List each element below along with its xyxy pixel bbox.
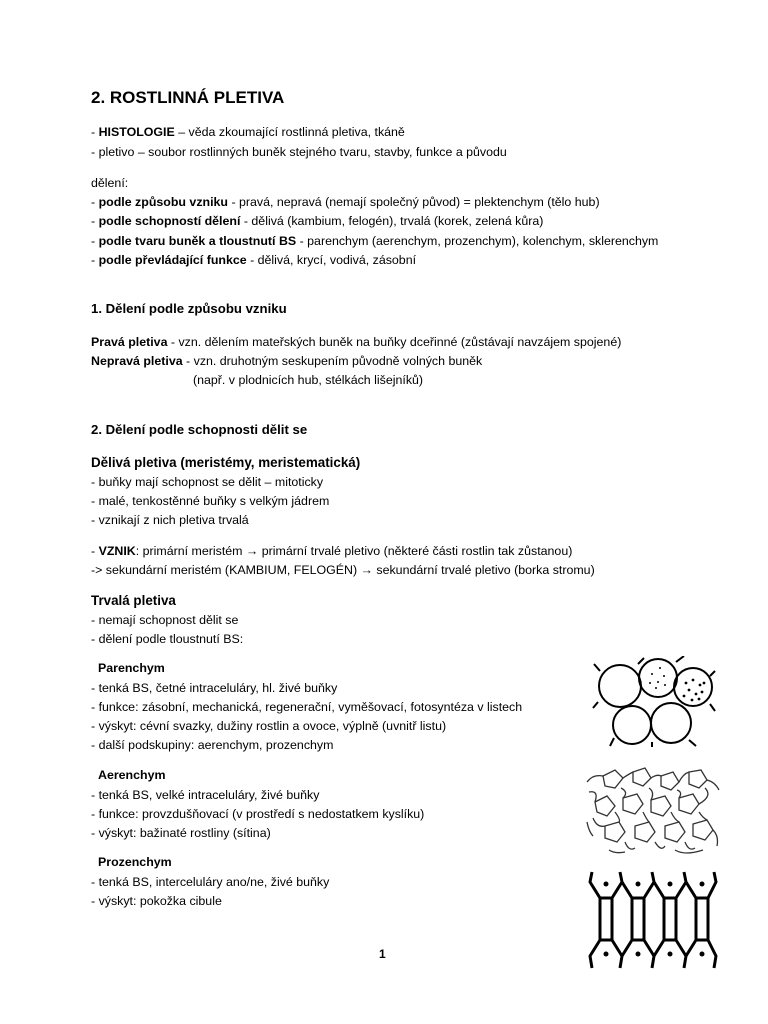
division-label: dělení: bbox=[91, 176, 129, 190]
tissue-item: - funkce: zásobní, mechanická, regenerační, vyměšovací, fotosyntéza v listech bbox=[91, 700, 523, 714]
tissue-item: - tenká BS, interceluláry ano/ne, živé buňky bbox=[91, 875, 330, 889]
origin-detail: -> sekundární meristém (KAMBIUM, FELOGÉN) → sekundární trvalé pletivo (borka stromu) bbox=[91, 563, 595, 577]
division-criterion: podle schopností dělení bbox=[98, 214, 241, 228]
division-detail: - dělivá (kambium, felogén), trvalá (korek, zelená kůra) bbox=[240, 214, 544, 228]
parenchyma-cells-drawing-icon bbox=[592, 656, 716, 748]
tissue-item: - výskyt: cévní svazky, dužiny rostlin a ovoce, výplně (uvnitř listu) bbox=[91, 719, 447, 733]
division-item bbox=[91, 232, 658, 250]
origin-item bbox=[91, 561, 595, 579]
bullet-dash: - bbox=[91, 125, 99, 139]
aerenchyma-network-drawing-icon bbox=[585, 762, 721, 858]
origin-item bbox=[91, 542, 572, 560]
section-heading-origin: 1. Dělení podle způsobu vzniku bbox=[91, 301, 287, 316]
section-heading-division-ability: 2. Dělení podle schopnosti dělit se bbox=[91, 422, 308, 437]
bullet-dash: - bbox=[91, 253, 99, 267]
origin-detail: : primární meristém → primární trvalé pletivo (některé části rostlin tak zůstanou) bbox=[135, 544, 573, 558]
division-item bbox=[91, 193, 600, 211]
permanent-item: - dělení podle tloustnutí BS: bbox=[91, 632, 244, 646]
division-item bbox=[91, 251, 416, 269]
term-true-tissue: Pravá pletiva bbox=[91, 335, 168, 349]
division-detail: - pravá, nepravá (nemají společný původ) = plektenchym (tělo hub) bbox=[228, 195, 600, 209]
division-criterion: podle způsobu vzniku bbox=[98, 195, 228, 209]
tissue-item: - tenká BS, velké intraceluláry, živé buňky bbox=[91, 788, 320, 802]
prosenchyma-cells-drawing-icon bbox=[584, 870, 720, 970]
tissue-item: - funkce: provzdušňovací (v prostředí s nedostatkem kyslíku) bbox=[91, 807, 425, 821]
division-criterion: podle převládající funkce bbox=[98, 253, 247, 267]
meristem-item: - buňky mají schopnost se dělit – mitoticky bbox=[91, 475, 324, 489]
tissue-item: - výskyt: pokožka cibule bbox=[91, 894, 222, 908]
tissue-item: - výskyt: bažinaté rostliny (sítina) bbox=[91, 826, 271, 840]
bullet-dash: - bbox=[91, 195, 99, 209]
subheading-permanent: Trvalá pletiva bbox=[91, 593, 176, 608]
term-detail: - vzn. dělením mateřských buněk na buňky dceřinné (zůstávají navzájem spojené) bbox=[167, 335, 622, 349]
bullet-dash: - bbox=[91, 234, 99, 248]
tissue-item: - tenká BS, četné intraceluláry, hl. živé buňky bbox=[91, 681, 338, 695]
bullet-dash: - bbox=[91, 214, 99, 228]
definition-text: – věda zkoumající rostlinná pletiva, tkáně bbox=[174, 125, 405, 139]
tissue-heading-aerenchym: Aerenchym bbox=[98, 768, 166, 782]
term-detail: - vzn. druhotným seskupením původně volných buněk bbox=[182, 354, 483, 368]
origin-example-line: (např. v plodnicích hub, stélkách lišejníků) bbox=[193, 373, 424, 387]
meristem-item: - malé, tenkostěnné buňky s velkým jádrem bbox=[91, 494, 330, 508]
intro-line-tissue bbox=[91, 143, 507, 161]
division-item bbox=[91, 212, 543, 230]
term-histology: HISTOLOGIE bbox=[98, 125, 175, 139]
division-detail: - parenchym (aerenchym, prozenchym), kolenchym, sklerenchym bbox=[296, 234, 659, 248]
tissue-heading-prozenchym: Prozenchym bbox=[98, 855, 172, 869]
division-detail: - dělivá, krycí, vodivá, zásobní bbox=[246, 253, 417, 267]
subheading-meristems: Dělivá pletiva (meristémy, meristematická) bbox=[91, 455, 361, 470]
term-false-tissue: Nepravá pletiva bbox=[91, 354, 183, 368]
term-origin: VZNIK bbox=[98, 544, 136, 558]
intro-line-histology bbox=[91, 123, 405, 141]
origin-line-true bbox=[91, 333, 621, 351]
page-number: 1 bbox=[379, 947, 386, 961]
meristem-item: - vznikají z nich pletiva trvalá bbox=[91, 513, 249, 527]
definition-text: pletivo – soubor rostlinných buněk stejného tvaru, stavby, funkce a původu bbox=[98, 145, 507, 159]
bullet-dash: - bbox=[91, 145, 99, 159]
bullet-dash: - bbox=[91, 544, 99, 558]
page-title: 2. ROSTLINNÁ PLETIVA bbox=[91, 88, 285, 107]
origin-line-false bbox=[91, 352, 482, 370]
tissue-heading-parenchym: Parenchym bbox=[98, 661, 165, 675]
permanent-item: - nemají schopnost dělit se bbox=[91, 613, 239, 627]
tissue-item: - další podskupiny: aerenchym, prozenchym bbox=[91, 738, 334, 752]
division-criterion: podle tvaru buněk a tloustnutí BS bbox=[98, 234, 297, 248]
